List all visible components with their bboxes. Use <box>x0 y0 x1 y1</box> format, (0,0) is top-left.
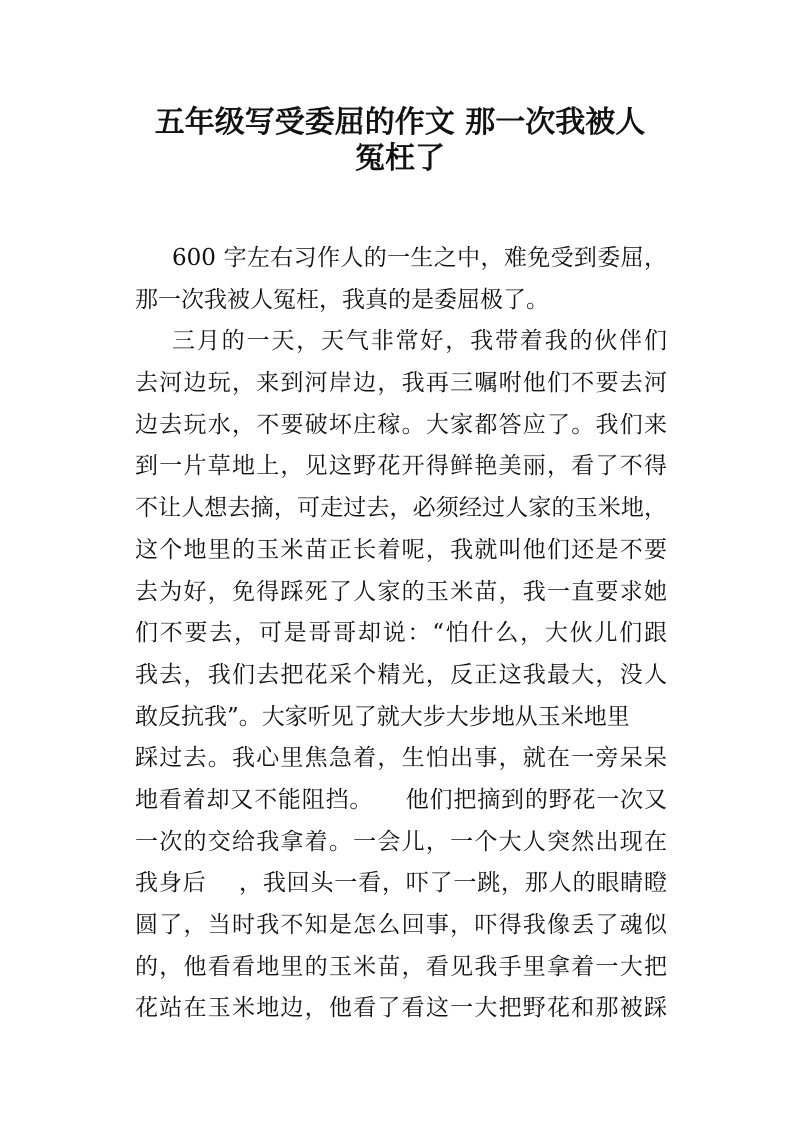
body-line: 去河边玩，来到河岸边，我再三嘱咐他们不要去河 <box>135 370 667 397</box>
body-line: 600 字左右习作人的一生之中，难免受到委屈， <box>172 245 667 271</box>
document-body <box>135 238 667 1030</box>
body-line: 去为好，免得踩死了人家的玉米苗，我一直要求她 <box>135 578 667 605</box>
body-line: 三月的一天，天气非常好，我带着我的伙伴们 <box>172 328 667 355</box>
body-line: 敢反抗我”。大家听见了就大步大步地从玉米地里 <box>135 703 630 730</box>
body-line: 花站在玉米地边，他看了看这一大把野花和那被踩 <box>135 995 667 1022</box>
title-line-2: 冤枉了 <box>355 141 445 176</box>
body-line: 的，他看看地里的玉米苗，看见我手里拿着一大把 <box>135 953 667 980</box>
body-line: 边去玩水，不要破坏庄稼。大家都答应了。我们来 <box>135 411 667 438</box>
body-line: 我去，我们去把花采个精光，反正这我最大，没人 <box>135 661 667 688</box>
body-line: 们不要去，可是哥哥却说：“怕什么，大伙儿们跟 <box>135 620 667 647</box>
body-line: 一次的交给我拿着。一会儿，一个大人突然出现在 <box>135 828 667 855</box>
body-line: 那一次我被人冤枉，我真的是委屈极了。 <box>135 286 549 313</box>
body-line: 我身后 ，我回头一看，吓了一跳，那人的眼睛瞪 <box>135 870 667 897</box>
body-line: 不让人想去摘，可走过去，必须经过人家的玉米地， <box>135 495 667 522</box>
body-line: 踩过去。我心里焦急着，生怕出事，就在一旁呆呆 <box>135 745 667 772</box>
document-title <box>90 105 710 177</box>
body-line: 到一片草地上，见这野花开得鲜艳美丽，看了不得 <box>135 453 667 480</box>
body-line: 地看着却又不能阻挡。 他们把摘到的野花一次又 <box>135 786 667 813</box>
body-line: 这个地里的玉米苗正长着呢，我就叫他们还是不要 <box>135 536 667 563</box>
body-line: 圆了，当时我不知是怎么回事，吓得我像丢了魂似 <box>135 912 667 938</box>
title-line-1: 五年级写受委屈的作文 那一次我被人 <box>154 105 646 140</box>
